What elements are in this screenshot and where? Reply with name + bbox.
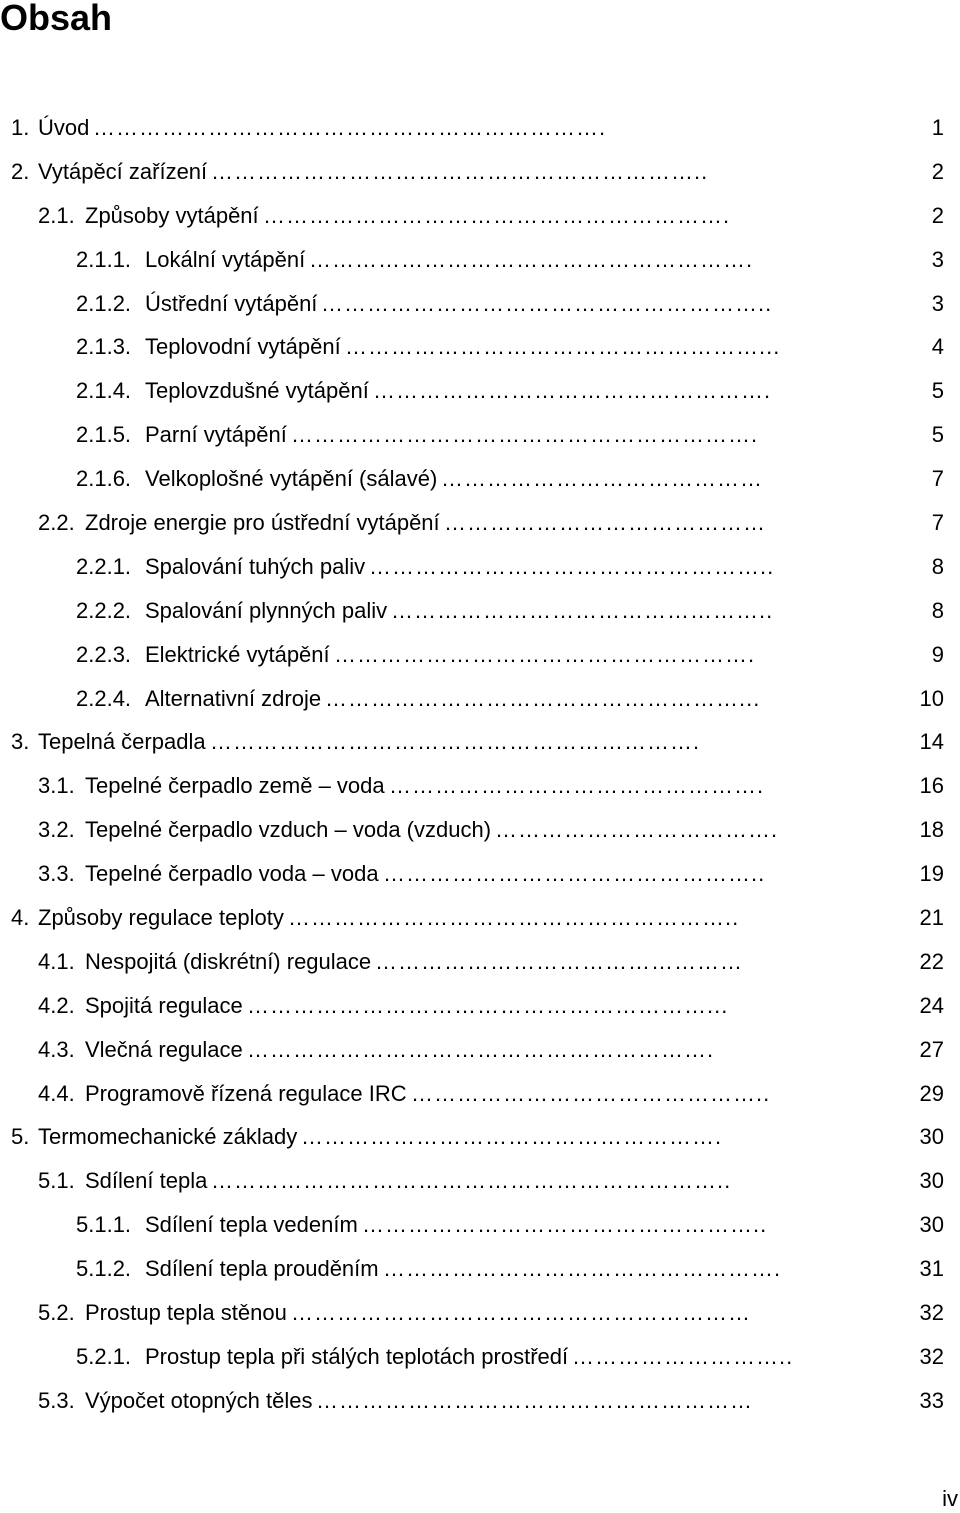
toc-entry-number: 2.2.3. [76,641,132,667]
toc-entry-label: Zdroje energie pro ústřední vytápění [85,510,440,536]
toc-entry-number: 2.2.4. [76,685,132,711]
toc-entry-leader [211,1159,944,1203]
toc-entry-label: Alternativní zdroje [145,685,322,711]
toc-entry-leader [345,325,944,369]
toc-entry[interactable] [0,1159,944,1203]
toc-entry[interactable] [0,677,944,721]
dot-leader: ………………………………………………… [316,1387,753,1413]
toc-entry-page: 22 [919,948,944,974]
dot-leader: ………………………………………….. [383,861,766,887]
toc-entry[interactable] [0,764,944,808]
toc-entry-leader [291,1291,944,1335]
toc-entry[interactable] [0,896,944,940]
toc-entry[interactable] [0,325,944,369]
dot-leader: ………………………………. [495,817,779,843]
toc-entry-leader [247,984,944,1028]
toc-entry-leader [247,1028,944,1072]
toc-entry[interactable] [0,1115,944,1159]
toc-entry-label: Teplovodní vytápění [145,334,341,360]
toc-entry-number: 2.1.6. [76,466,132,492]
toc-entry-leader [369,545,944,589]
dot-leader: ………………………………………………... [325,685,761,711]
dot-leader: …………………………………… [444,510,766,536]
toc-entry-page: 7 [931,466,944,492]
toc-entry-label: Úvod [38,115,90,140]
toc-entry[interactable] [0,194,944,238]
toc-entry-label: Tepelné čerpadlo vzduch – voda (vzduch) [85,817,492,843]
toc-entry-label: Lokální vytápění [145,246,306,272]
dot-leader: …………………………………………….. [362,1212,768,1238]
toc-entry-page: 3 [931,290,944,316]
toc-entry-leader [93,106,944,150]
dot-leader: ……………………………………………………. [247,1036,715,1062]
toc-entry-number: 5.2.1. [76,1343,132,1369]
toc-entry-label: Prostup tepla při stálých teplotách prostředí [145,1343,569,1369]
dot-leader: ………………………………………………………….. [211,1168,732,1194]
toc-entry-label: Termomechanické základy [38,1124,298,1150]
toc-entry-leader [288,896,944,940]
toc-entry[interactable] [0,501,944,545]
toc-entry[interactable] [0,852,944,896]
toc-entry-leader [375,940,944,984]
dot-leader: ……………………………………………………. [291,422,759,448]
toc-entry[interactable] [0,1379,944,1423]
toc-entry-label: Tepelná čerpadla [38,729,206,755]
toc-entry-page: 19 [919,861,944,887]
toc-entry-number: 1. [11,115,30,140]
toc-entry-page: 31 [919,1256,944,1282]
toc-entry[interactable] [0,1335,944,1379]
toc-entry-leader [334,633,944,677]
dot-leader: ……………………………………….. [411,1080,771,1106]
toc-entry-page: 16 [919,773,944,799]
toc-entry[interactable] [0,1072,944,1116]
toc-entry[interactable] [0,633,944,677]
dot-leader: …………………………………………. [389,773,765,799]
toc-entry-leader [325,677,944,721]
dot-leader: …………………………………… [441,466,763,492]
dot-leader: ……………………………………………. [383,1256,782,1282]
dot-leader: ………………………………………………. [301,1124,723,1150]
toc-entry[interactable] [0,1291,944,1335]
toc-entry[interactable] [0,282,944,326]
dot-leader: …………………………………………………………. [93,115,607,140]
toc-entry-label: Nespojitá (diskrétní) regulace [85,948,372,974]
toc-entry-leader [495,808,944,852]
toc-entry-label: Teplovzdušné vytápění [145,378,369,404]
toc-entry-number: 5.1. [38,1168,75,1194]
toc-entry-page: 32 [919,1300,944,1326]
toc-entry[interactable] [0,457,944,501]
toc-entry-page: 33 [919,1387,944,1413]
dot-leader: ………………………………………… [375,948,743,974]
toc-entry-number: 3. [11,729,30,755]
page-number: iv [942,1486,958,1511]
toc-entry-number: 2.2.1. [76,553,132,579]
toc-entry-leader [389,764,944,808]
toc-entry-number: 3.1. [38,773,75,799]
toc-entry-page: 3 [931,246,944,272]
toc-entry-leader [383,1247,944,1291]
toc-entry-page: 8 [931,597,944,623]
toc-entry[interactable] [0,589,944,633]
toc-entry-page: 5 [931,422,944,448]
toc-entry-page: 8 [931,553,944,579]
page-title: Obsah [0,0,113,38]
toc-entry[interactable] [0,545,944,589]
toc-entry-label: Vlečná regulace [85,1036,243,1062]
toc-entry[interactable] [0,940,944,984]
toc-entry-number: 2.1.3. [76,334,132,360]
toc-entry-number: 2.1.5. [76,422,132,448]
toc-entry[interactable] [0,984,944,1028]
toc-entry-page: 21 [919,905,944,931]
toc-entry-number: 2.1.2. [76,290,132,316]
toc-entry-page: 30 [919,1124,944,1150]
dot-leader: ………………………………………………... [345,334,781,360]
toc-entry-label: Tepelné čerpadlo země – voda [85,773,385,799]
toc-entry-leader [211,150,944,194]
toc-entry-number: 2.2.2. [76,597,132,623]
toc-entry-page: 9 [931,641,944,667]
toc-entry-label: Prostup tepla stěnou [85,1300,287,1326]
dot-leader: ……………………….. [572,1343,794,1369]
toc-entry-leader [316,1379,944,1423]
toc-entry-leader [291,413,944,457]
dot-leader: …………………………………………………… [291,1300,751,1326]
toc-entry-leader [383,852,944,896]
toc-entry-label: Ústřední vytápění [145,290,318,316]
toc-entry-page: 32 [919,1343,944,1369]
toc-entry-leader [373,369,944,413]
toc-entry-label: Vytápěcí zařízení [38,158,208,184]
dot-leader: ………………………………………………. [334,641,756,667]
toc-entry-leader [444,501,944,545]
toc-entry-label: Způsoby vytápění [85,202,259,228]
toc-entry-label: Velkoplošné vytápění (sálavé) [145,466,438,492]
dot-leader: ……………………………………………………….. [211,158,709,184]
toc-entry-number: 5.1.1. [76,1212,132,1238]
toc-entry-leader [263,194,944,238]
toc-entry-page: 29 [919,1080,944,1106]
toc-entry-number: 2.1.4. [76,378,132,404]
toc-entry-label: Výpočet otopných těles [85,1387,313,1413]
dot-leader: ………………………………………….. [391,597,774,623]
toc-entry-leader [411,1072,944,1116]
toc-entry-number: 5.2. [38,1300,75,1326]
toc-entry-label: Spalování plynných paliv [145,597,388,623]
toc-entry-page: 7 [931,510,944,536]
toc-entry-page: 2 [931,158,944,184]
toc-entry-number: 4.3. [38,1036,75,1062]
toc-entry-label: Sdílení tepla prouděním [145,1256,379,1282]
toc-entry-number: 4. [11,905,30,931]
dot-leader: ………………………………………………………. [210,729,701,755]
toc-entry-number: 4.4. [38,1080,75,1106]
toc-entry-number: 2. [11,158,30,184]
toc-entry-page: 14 [919,729,944,755]
toc-entry-label: Tepelné čerpadlo voda – voda [85,861,379,887]
dot-leader: …………………………………………………. [309,246,754,272]
toc-entry-label: Elektrické vytápění [145,641,330,667]
toc-entry-number: 5.3. [38,1387,75,1413]
toc-entry[interactable] [0,106,944,150]
toc-entry-label: Spalování tuhých paliv [145,553,366,579]
toc-entry-number: 3.3. [38,861,75,887]
dot-leader: ………………………………………………….. [321,290,773,316]
table-of-contents [0,106,944,1423]
toc-entry[interactable] [0,369,944,413]
toc-entry-leader [441,457,944,501]
dot-leader: ………………………………………………….. [288,905,740,931]
toc-entry[interactable] [0,413,944,457]
toc-entry-leader [572,1335,944,1379]
toc-entry-page: 18 [919,817,944,843]
toc-entry-page: 2 [931,202,944,228]
toc-entry-number: 4.2. [38,992,75,1018]
toc-entry-page: 1 [931,115,944,140]
toc-entry[interactable] [0,150,944,194]
toc-entry-page: 24 [919,992,944,1018]
toc-entry-number: 2.2. [38,510,75,536]
dot-leader: ……………………………………………………. [263,202,731,228]
toc-entry[interactable] [0,1028,944,1072]
toc-entry-leader [301,1115,944,1159]
toc-entry[interactable] [0,808,944,852]
toc-entry-leader [362,1203,944,1247]
toc-entry-page: 27 [919,1036,944,1062]
toc-entry-number: 4.1. [38,948,75,974]
toc-entry-number: 3.2. [38,817,75,843]
toc-entry[interactable] [0,238,944,282]
toc-entry[interactable] [0,720,944,764]
toc-entry-page: 5 [931,378,944,404]
toc-entry-number: 5. [11,1124,30,1150]
dot-leader: …………………………………………….. [369,553,775,579]
toc-entry-page: 10 [919,685,944,711]
toc-entry-page: 30 [919,1212,944,1238]
toc-entry-leader [321,282,944,326]
toc-entry-label: Parní vytápění [145,422,287,448]
toc-entry-leader [210,720,944,764]
dot-leader: ……………………………………………………... [247,992,729,1018]
toc-entry-leader [309,238,944,282]
toc-entry-leader [391,589,944,633]
toc-entry-label: Způsoby regulace teploty [38,905,284,931]
toc-entry-page: 30 [919,1168,944,1194]
toc-entry-label: Spojitá regulace [85,992,243,1018]
toc-entry-number: 2.1.1. [76,246,132,272]
dot-leader: ……………………………………………. [373,378,772,404]
toc-entry[interactable] [0,1247,944,1291]
toc-entry-number: 5.1.2. [76,1256,132,1282]
toc-entry-number: 2.1. [38,202,75,228]
toc-entry-page: 4 [931,334,944,360]
toc-entry-label: Programově řízená regulace IRC [85,1080,407,1106]
toc-entry[interactable] [0,1203,944,1247]
toc-entry-label: Sdílení tepla [85,1168,208,1194]
toc-entry-label: Sdílení tepla vedením [145,1212,358,1238]
